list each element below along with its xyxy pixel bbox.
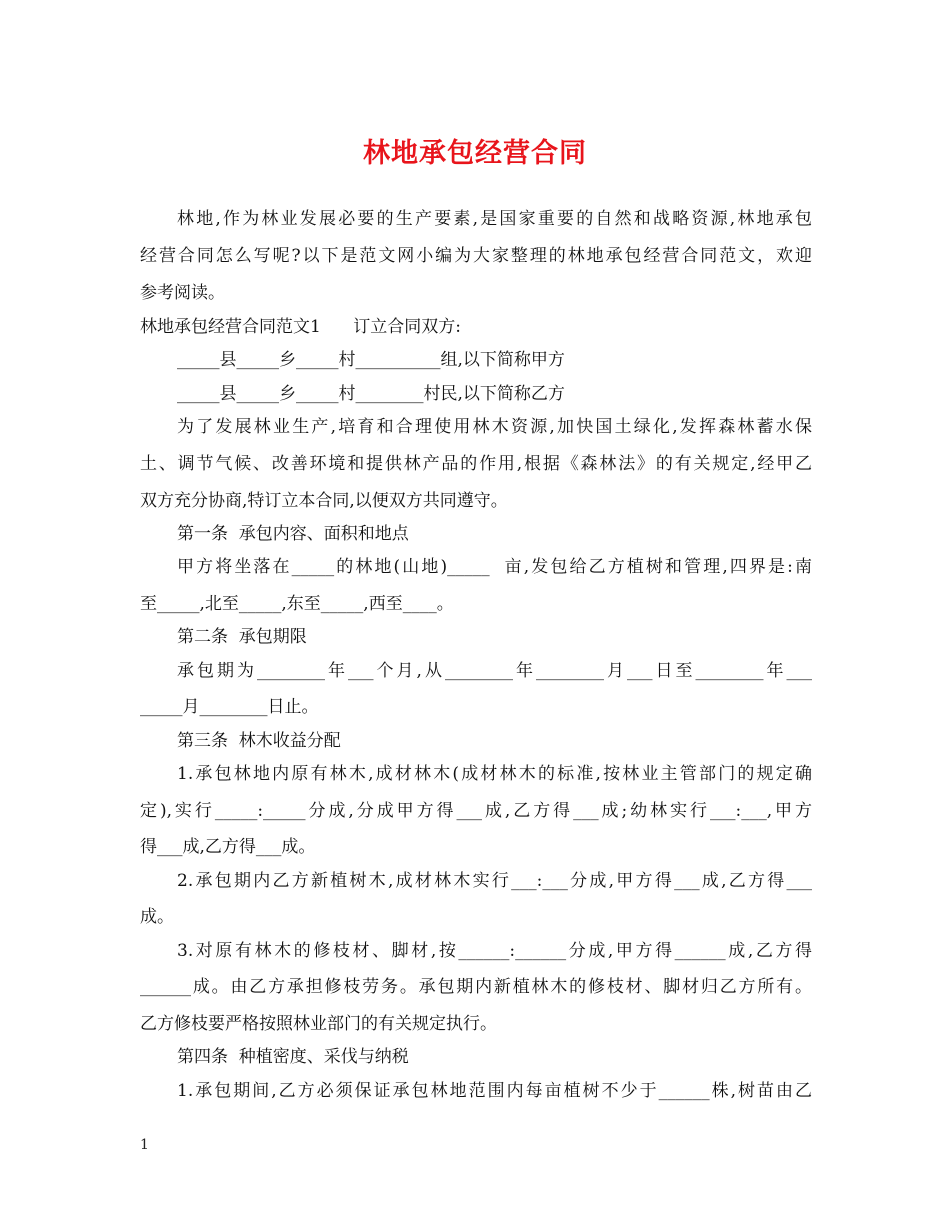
paragraph-line: 得___成,乙方得___成。 [140,837,316,857]
paragraph-line: 1.承包期间,乙方必须保证承包林地范围内每亩植树不少于______株,树苗由乙 [177,1081,812,1101]
paragraph-line: 定),实行_____:_____分成,分成甲方得___成,乙方得___成;幼林实行___:___,甲方 [140,801,812,821]
paragraph-line: 参考阅读。 [140,283,225,303]
paragraph-line: 乙方修枝要严格按照林业部门的有关规定执行。 [140,1014,497,1034]
paragraph-line: 林地,作为林业发展必要的生产要素,是国家重要的自然和战略资源,林地承包 [177,209,812,229]
document-title: 林地承包经营合同 [363,138,587,169]
paragraph-line: 土、调节气候、改善环境和提供林产品的作用,根据《森林法》的有关规定,经甲乙 [140,454,812,474]
section-heading: 第二条 承包期限 [177,627,307,647]
paragraph-line: 甲方将坐落在_____的林地(山地)_____ 亩,发包给乙方植树和管理,四界是:南 [177,557,812,577]
paragraph-line: 承包期为________年___个月,从________年________月___日至________年___ [177,661,812,681]
paragraph-line: 林地承包经营合同范文1 订立合同双方: [140,317,461,337]
paragraph-line: ______成。由乙方承担修枝劳务。承包期内新植林木的修枝材、脚材归乙方所有。 [140,977,812,997]
paragraph-line: 双方充分协商,特订立本合同,以便双方共同遵守。 [140,491,508,511]
paragraph-line: 1.承包林地内原有林木,成材林木(成材林木的标准,按林业主管部门的规定确 [177,764,812,784]
paragraph-line: 成。 [140,907,174,927]
paragraph-line: _____月________日止。 [140,697,319,717]
paragraph-line: _____县_____乡_____村__________组,以下简称甲方 [177,350,565,370]
section-heading: 第四条 种植密度、采伐与纳税 [177,1047,409,1067]
paragraph-line: 3.对原有林木的修枝材、脚材,按______:______分成,甲方得______成,乙方得 [177,941,812,961]
section-heading: 第三条 林木收益分配 [177,731,341,751]
paragraph-line: _____县_____乡_____村________村民,以下简称乙方 [177,384,565,404]
section-heading: 第一条 承包内容、面积和地点 [177,524,409,544]
paragraph-line: 经营合同怎么写呢?以下是范文网小编为大家整理的林地承包经营合同范文，欢迎 [140,246,812,266]
paragraph-line: 为了发展林业生产,培育和合理使用林木资源,加快国土绿化,发挥森林蓄水保 [177,417,812,437]
paragraph-line: 至_____,北至_____,东至_____,西至____。 [140,594,454,614]
paragraph-line: 2.承包期内乙方新植树木,成材林木实行___:___分成,甲方得___成,乙方得___ [177,871,812,891]
page-number: 1 [140,1137,149,1153]
